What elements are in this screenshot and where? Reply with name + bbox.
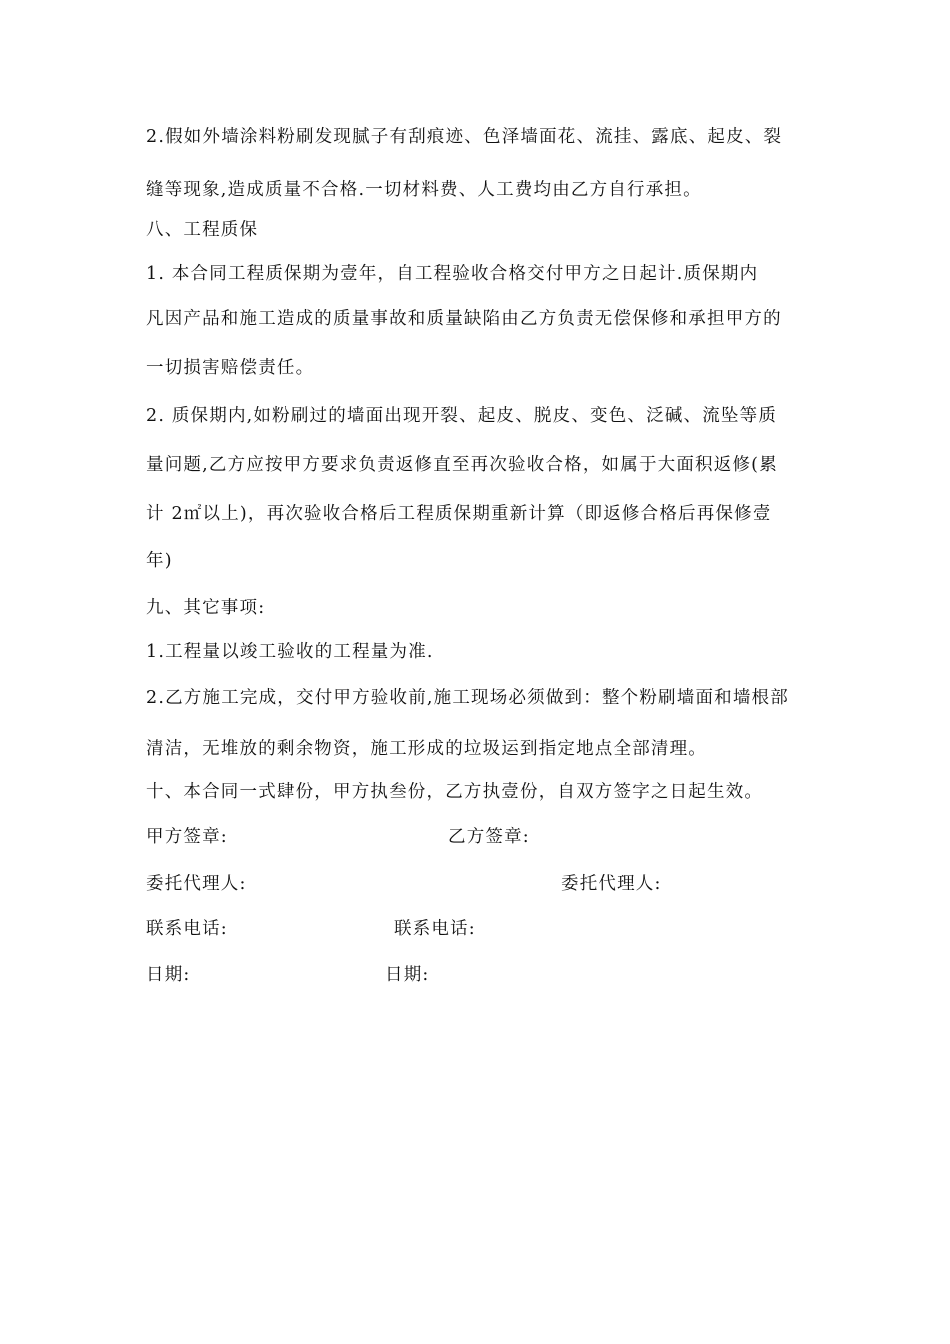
text-line: 一切损害赔偿责任。 xyxy=(146,358,315,378)
text-line: 2.乙方施工完成，交付甲方验收前,施工现场必须做到：整个粉刷墙面和墙根部 xyxy=(146,688,789,708)
text-line: 清洁，无堆放的剩余物资，施工形成的垃圾运到指定地点全部清理。 xyxy=(146,739,707,759)
text-line: 1.工程量以竣工验收的工程量为准. xyxy=(146,642,434,662)
text-line: 十、本合同一式肆份，甲方执叁份，乙方执壹份，自双方签字之日起生效。 xyxy=(146,782,764,802)
text-line: 2. 质保期内,如粉刷过的墙面出现开裂、起皮、脱皮、变色、泛碱、流坠等质 xyxy=(146,406,778,426)
party-b-date-label: 日期: xyxy=(385,965,430,985)
text-line: 年) xyxy=(146,551,173,571)
section-heading-warranty: 八、工程质保 xyxy=(146,220,259,240)
party-a-phone-label: 联系电话: xyxy=(146,919,228,939)
text-line: 1. 本合同工程质保期为壹年，自工程验收合格交付甲方之日起计.质保期内 xyxy=(146,264,759,284)
party-b-seal-label: 乙方签章: xyxy=(448,827,530,847)
party-a-seal-label: 甲方签章: xyxy=(146,827,228,847)
text-line: 凡因产品和施工造成的质量事故和质量缺陷由乙方负责无偿保修和承担甲方的 xyxy=(146,309,782,329)
text-line: 计 2㎡以上)，再次验收合格后工程质保期重新计算（即返修合格后再保修壹 xyxy=(146,504,772,524)
text-line: 缝等现象,造成质量不合格.一切材料费、人工费均由乙方自行承担。 xyxy=(146,180,702,200)
party-a-date-label: 日期: xyxy=(146,965,191,985)
party-b-phone-label: 联系电话: xyxy=(394,919,476,939)
party-b-agent-label: 委托代理人: xyxy=(561,874,662,894)
section-heading-other: 九、其它事项: xyxy=(146,598,266,618)
text-line: 2.假如外墙涂料粉刷发现腻子有刮痕迹、色泽墙面花、流挂、露底、起皮、裂 xyxy=(146,127,783,147)
text-line: 量问题,乙方应按甲方要求负责返修直至再次验收合格，如属于大面积返修(累 xyxy=(146,455,778,475)
party-a-agent-label: 委托代理人: xyxy=(146,874,247,894)
